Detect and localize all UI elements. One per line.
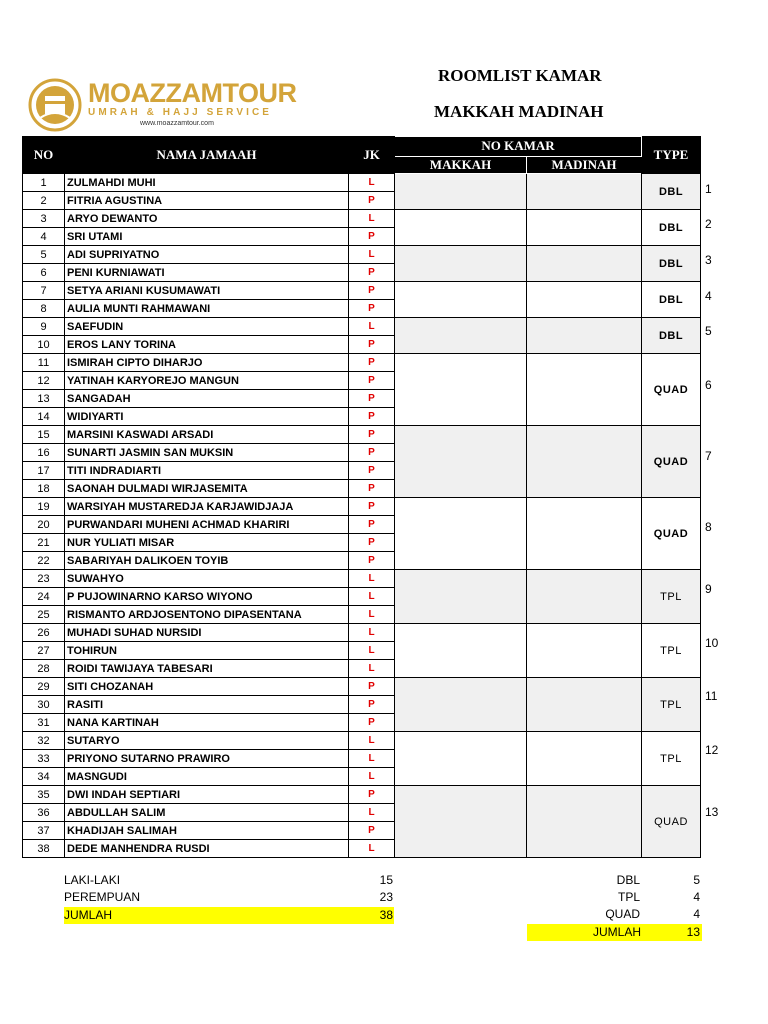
roomlist-body [23,174,701,858]
row-nama: SABARIYAH DALIKOEN TOYIB [65,552,349,570]
row-jk: P [349,264,395,282]
row-nama: PENI KURNIAWATI [65,264,349,282]
row-jk: P [349,534,395,552]
summary-tpl-value: 4 [693,890,700,904]
row-no: 18 [23,480,65,498]
page-subtitle: MAKKAH MADINAH [434,102,604,121]
row-no: 30 [23,696,65,714]
room-number: 12 [705,742,719,757]
table-row [23,318,701,336]
row-no: 3 [23,210,65,228]
row-no: 6 [23,264,65,282]
row-no: 29 [23,678,65,696]
madinah-room-cell [527,174,642,210]
madinah-room-cell [527,624,642,678]
makkah-room-cell [395,570,527,624]
makkah-room-cell [395,282,527,318]
makkah-room-cell [395,786,527,858]
row-nama: ZULMAHDI MUHI [65,174,349,192]
madinah-room-cell [527,786,642,858]
row-nama: AULIA MUNTI RAHMAWANI [65,300,349,318]
row-jk: L [349,318,395,336]
summary-jumlah-row [64,907,394,924]
row-jk: P [349,714,395,732]
row-nama: PRIYONO SUTARNO PRAWIRO [65,750,349,768]
makkah-room-cell [395,210,527,246]
header-makkah: MAKKAH [395,156,527,173]
row-no: 9 [23,318,65,336]
room-type-cell: TPL [642,732,701,786]
table-row [23,210,701,228]
row-jk: P [349,498,395,516]
header-no: NO [23,137,65,174]
room-number: 11 [705,689,718,704]
company-logo [28,78,308,134]
row-nama: SAEFUDIN [65,318,349,336]
row-jk: L [349,768,395,786]
summary-laki-value: 15 [379,873,393,887]
row-jk: P [349,372,395,390]
row-nama: SITI CHOZANAH [65,678,349,696]
row-no: 5 [23,246,65,264]
row-jk: L [349,624,395,642]
makkah-room-cell [395,246,527,282]
roomlist-table [22,136,701,858]
room-number: 4 [705,288,712,303]
madinah-room-cell [527,246,642,282]
row-nama: WARSIYAH MUSTAREDJA KARJAWIDJAJA [65,498,349,516]
madinah-room-cell [527,570,642,624]
row-no: 35 [23,786,65,804]
row-jk: P [349,300,395,318]
summary-type-jumlah-value: 13 [686,925,700,939]
row-jk: L [349,660,395,678]
row-nama: NUR YULIATI MISAR [65,534,349,552]
logo-url: www.moazzamtour.com [140,120,214,127]
row-no: 24 [23,588,65,606]
header-madinah: MADINAH [527,156,642,173]
row-jk: P [349,444,395,462]
makkah-room-cell [395,732,527,786]
makkah-room-cell [395,318,527,354]
madinah-room-cell [527,426,642,498]
madinah-room-cell [527,210,642,246]
row-jk: L [349,804,395,822]
madinah-room-cell [527,498,642,570]
table-row [23,354,701,372]
makkah-room-cell [395,354,527,426]
room-type-cell: DBL [642,246,701,282]
row-jk: P [349,696,395,714]
row-no: 33 [23,750,65,768]
row-jk: L [349,642,395,660]
makkah-room-cell [395,624,527,678]
row-no: 23 [23,570,65,588]
row-no: 31 [23,714,65,732]
row-nama: ABDULLAH SALIM [65,804,349,822]
madinah-room-cell [527,354,642,426]
summary-jumlah-value: 38 [379,908,393,922]
room-type-cell: TPL [642,570,701,624]
table-row [23,246,701,264]
summary-perempuan-label: PEREMPUAN [64,890,141,904]
row-jk: P [349,426,395,444]
room-number: 3 [705,253,712,267]
room-type-cell: DBL [642,174,701,210]
row-no: 32 [23,732,65,750]
room-type-cell: TPL [642,624,701,678]
summary-quad-label: QUAD [605,907,640,921]
row-jk: P [349,354,395,372]
table-row [23,732,701,750]
row-no: 11 [23,354,65,372]
row-no: 21 [23,534,65,552]
page-title: ROOMLIST KAMAR [438,66,602,85]
logo-brand-text: MOAZZAMTOUR [88,78,297,108]
row-nama: DWI INDAH SEPTIARI [65,786,349,804]
room-type-cell: DBL [642,318,701,354]
table-row [23,174,701,192]
row-no: 13 [23,390,65,408]
row-jk: P [349,390,395,408]
row-nama: SANGADAH [65,390,349,408]
row-jk: P [349,480,395,498]
row-nama: SETYA ARIANI KUSUMAWATI [65,282,349,300]
row-no: 19 [23,498,65,516]
row-no: 36 [23,804,65,822]
summary-tpl-label: TPL [617,890,640,904]
row-no: 17 [23,462,65,480]
summary-quad-value: 4 [693,907,700,921]
row-nama: RISMANTO ARDJOSENTONO DIPASENTANA [65,606,349,624]
table-row [23,498,701,516]
row-nama: ARYO DEWANTO [65,210,349,228]
room-number: 6 [705,377,712,392]
row-no: 1 [23,174,65,192]
row-no: 14 [23,408,65,426]
table-row [23,570,701,588]
row-jk: L [349,840,395,858]
row-jk: P [349,408,395,426]
row-no: 34 [23,768,65,786]
row-no: 7 [23,282,65,300]
room-number: 13 [705,804,719,819]
makkah-room-cell [395,426,527,498]
row-nama: NANA KARTINAH [65,714,349,732]
row-jk: P [349,282,395,300]
room-number: 5 [705,324,712,339]
room-type-cell: TPL [642,678,701,732]
row-no: 10 [23,336,65,354]
summary-type-jumlah-label: JUMLAH [592,925,641,939]
row-no: 4 [23,228,65,246]
row-nama: KHADIJAH SALIMAH [65,822,349,840]
row-no: 20 [23,516,65,534]
row-jk: P [349,786,395,804]
row-nama: MUHADI SUHAD NURSIDI [65,624,349,642]
room-type-cell: QUAD [642,426,701,498]
logo-tagline: UMRAH & HAJJ SERVICE [88,107,273,118]
row-jk: L [349,732,395,750]
room-type-cell: QUAD [642,786,701,858]
row-jk: P [349,462,395,480]
row-jk: L [349,606,395,624]
makkah-room-cell [395,174,527,210]
row-no: 25 [23,606,65,624]
room-number: 7 [705,448,712,463]
row-jk: L [349,588,395,606]
table-row [23,786,701,804]
row-nama: ISMIRAH CIPTO DIHARJO [65,354,349,372]
room-number: 2 [705,217,712,232]
row-nama: FITRIA AGUSTINA [65,192,349,210]
row-jk: L [349,570,395,588]
row-nama: TOHIRUN [65,642,349,660]
header-no-kamar: NO KAMAR [395,137,642,157]
row-jk: L [349,174,395,192]
row-no: 16 [23,444,65,462]
row-nama: RASITI [65,696,349,714]
row-jk: P [349,516,395,534]
room-type-cell: DBL [642,282,701,318]
row-nama: WIDIYARTI [65,408,349,426]
madinah-room-cell [527,678,642,732]
makkah-room-cell [395,498,527,570]
madinah-room-cell [527,282,642,318]
table-row [23,624,701,642]
summary-type-jumlah-row [527,924,702,941]
row-no: 26 [23,624,65,642]
table-row [23,426,701,444]
row-no: 28 [23,660,65,678]
row-nama: SUTARYO [65,732,349,750]
row-jk: L [349,750,395,768]
summary-perempuan-value: 23 [379,890,393,904]
room-type-cell: DBL [642,210,701,246]
row-no: 15 [23,426,65,444]
row-jk: P [349,336,395,354]
row-no: 38 [23,840,65,858]
row-nama: EROS LANY TORINA [65,336,349,354]
header-type: TYPE [642,137,701,174]
row-nama: ROIDI TAWIJAYA TABESARI [65,660,349,678]
row-jk: L [349,246,395,264]
room-number: 8 [705,520,712,534]
row-no: 12 [23,372,65,390]
row-nama: TITI INDRADIARTI [65,462,349,480]
summary-jumlah-label: JUMLAH [64,908,113,922]
header-jk: JK [349,137,395,174]
table-row [23,282,701,300]
row-no: 2 [23,192,65,210]
row-no: 27 [23,642,65,660]
row-no: 8 [23,300,65,318]
room-number: 9 [705,582,712,597]
row-jk: L [349,210,395,228]
row-nama: MASNGUDI [65,768,349,786]
makkah-room-cell [395,678,527,732]
row-nama: MARSINI KASWADI ARSADI [65,426,349,444]
row-no: 37 [23,822,65,840]
row-jk: P [349,678,395,696]
row-nama: YATINAH KARYOREJO MANGUN [65,372,349,390]
header-nama: NAMA JAMAAH [65,137,349,174]
room-type-cell: QUAD [642,354,701,426]
row-nama: SUWAHYO [65,570,349,588]
row-nama: DEDE MANHENDRA RUSDI [65,840,349,858]
madinah-room-cell [527,732,642,786]
summary-laki-label: LAKI-LAKI [64,873,121,887]
room-number: 10 [705,635,719,650]
row-jk: P [349,192,395,210]
summary-dbl-label: DBL [616,873,640,887]
row-nama: SAONAH DULMADI WIRJASEMITA [65,480,349,498]
row-nama: PURWANDARI MUHENI ACHMAD KHARIRI [65,516,349,534]
row-jk: P [349,228,395,246]
row-nama: SUNARTI JASMIN SAN MUKSIN [65,444,349,462]
table-row [23,678,701,696]
room-number: 1 [705,181,712,196]
row-jk: P [349,552,395,570]
kaaba-emblem-icon [28,78,82,132]
row-no: 22 [23,552,65,570]
room-type-cell: QUAD [642,498,701,570]
madinah-room-cell [527,318,642,354]
row-nama: ADI SUPRIYATNO [65,246,349,264]
row-nama: SRI UTAMI [65,228,349,246]
summary-dbl-value: 5 [693,873,700,887]
row-jk: P [349,822,395,840]
row-nama: P PUJOWINARNO KARSO WIYONO [65,588,349,606]
